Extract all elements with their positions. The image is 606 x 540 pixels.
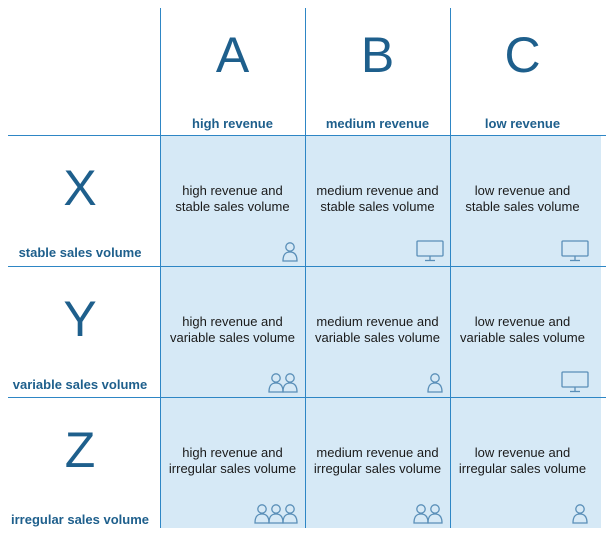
column-header-b xyxy=(305,0,450,134)
grid-line-vertical xyxy=(305,8,306,528)
cell-text: high revenue and stable sales volume xyxy=(175,183,290,214)
row-letter: Y xyxy=(63,291,97,347)
row-label: stable sales volume xyxy=(18,245,142,260)
grid-line-horizontal xyxy=(8,266,606,267)
monitor-icon xyxy=(561,371,589,393)
column-label: low revenue xyxy=(484,116,561,131)
cell-cy xyxy=(450,266,595,397)
cell-by xyxy=(305,266,450,397)
column-letter: B xyxy=(360,27,395,83)
column-header-c xyxy=(450,0,595,134)
row-header-z xyxy=(0,397,160,528)
grid-line-horizontal xyxy=(8,135,606,136)
row-header-y xyxy=(0,266,160,397)
column-letter: C xyxy=(504,27,541,83)
row-label: variable sales volume xyxy=(12,377,148,392)
cell-text: high revenue and variable sales volume xyxy=(169,314,295,345)
column-header-a xyxy=(160,0,305,134)
cell-text: medium revenue and stable sales volume xyxy=(316,183,439,214)
column-letter: A xyxy=(215,27,250,83)
cell-cx xyxy=(450,135,595,266)
row-letter: Z xyxy=(64,422,96,478)
cell-ax xyxy=(160,135,305,266)
column-label: medium revenue xyxy=(325,116,430,131)
cell-cz xyxy=(450,397,595,528)
cell-bx xyxy=(305,135,450,266)
single-person-icon xyxy=(281,240,299,262)
cell-text: low revenue and irregular sales volume xyxy=(458,445,587,476)
row-header-x xyxy=(0,135,160,266)
cell-text: high revenue and irregular sales volume xyxy=(168,445,297,476)
grid-line-vertical xyxy=(450,8,451,528)
monitor-icon xyxy=(561,240,589,262)
cell-text: medium revenue and variable sales volume xyxy=(314,314,440,345)
cell-bz xyxy=(305,397,450,528)
cell-text: medium revenue and irregular sales volume xyxy=(313,445,442,476)
row-letter: X xyxy=(63,160,97,216)
two-people-icon xyxy=(267,371,299,393)
row-label: irregular sales volume xyxy=(10,512,149,527)
two-people-icon xyxy=(412,502,444,524)
cell-text: low revenue and stable sales volume xyxy=(465,183,580,214)
monitor-icon xyxy=(416,240,444,262)
grid-line-horizontal xyxy=(8,397,606,398)
grid-line-vertical xyxy=(160,8,161,528)
cell-text: low revenue and variable sales volume xyxy=(459,314,585,345)
three-people-icon xyxy=(253,502,299,524)
single-person-icon xyxy=(571,502,589,524)
column-label: high revenue xyxy=(192,116,273,131)
cell-az xyxy=(160,397,305,528)
single-person-icon xyxy=(426,371,444,393)
cell-ay xyxy=(160,266,305,397)
